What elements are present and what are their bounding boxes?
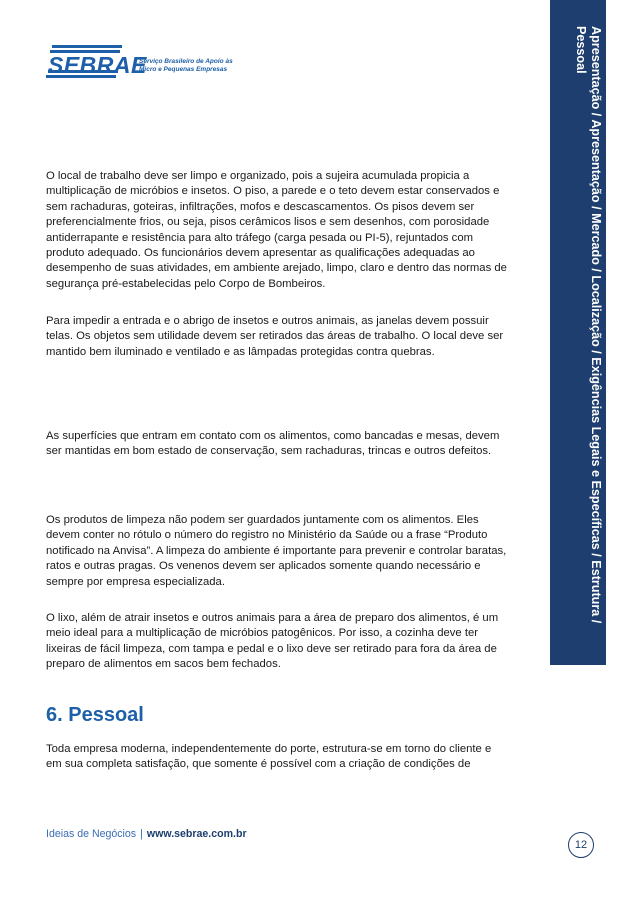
footer-separator: | (140, 828, 143, 840)
body-paragraph-5: O lixo, além de atrair insetos e outros animais para a área de preparo dos alimentos, é um meio ideal para a multiplicação de micróbios patogênicos. Por isso, a cozinha deve ter lixeiras de fácil limpeza, com tampa e pedal e o lixo deve ser retirado para fora da área de preparo de alimentos em sacos bem fechados. (46, 612, 499, 671)
logo-tagline (139, 58, 233, 74)
body-paragraph-4: Os produtos de limpeza não podem ser guardados juntamente com os alimentos. Eles devem conter no rótulo o número do registro no Ministério da Saúde ou a frase “Produto notificado na Anvisa”. A limpeza do ambiente é importante para prevenir e controlar baratas, ratos e outras pragas. Os venenos devem ser aplicados somente quando necessário e sempre por empresa especializada. (46, 514, 507, 588)
body-paragraph-1: O local de trabalho deve ser limpo e organizado, pois a sujeira acumulada propicia a multiplicação de micróbios e insetos. O piso, a parede e o teto devem estar conservados e sem rachaduras, goteiras, infiltrações, mofos e descascamentos. Os pisos devem ser preferencialmente frios, ou seja, pisos cerâmicos lisos e sem desenhos, com porosidade antiderrapante e resistência para alto tráfego (carga pesada ou PI-5), rejuntados com produto adequado. Os funcionários devem apresentar as qualificações adequadas ao desempenho de suas atividades, em ambiente arejado, limpo, claro e dentro das normas de segurança pré-estabelecidas pelo Corpo de Bombeiros. (46, 170, 507, 290)
footer-url-link[interactable]: www.sebrae.com.br (146, 828, 247, 840)
page-number: 12 (568, 832, 594, 858)
footer (46, 828, 247, 840)
sidebar-breadcrumb: Apresentação / Apresentação / Mercado / Localização / Exigências Legais e Específicas / Estrutura / Pessoal (574, 26, 603, 624)
logo-tagline-line-2: Micro e Pequenas Empresas (139, 66, 228, 73)
section-title: 6. Pessoal (46, 704, 144, 726)
footer-label: Ideias de Negócios (46, 828, 137, 840)
body-paragraph-3: As superfícies que entram em contato com os alimentos, como bancadas e mesas, devem ser mantidas em bom estado de conservação, sem rachaduras, trincas e outros defeitos. (46, 430, 500, 458)
sebrae-logo (46, 44, 246, 80)
body-paragraph-2: Para impedir a entrada e o abrigo de insetos e outros animais, as janelas devem possuir telas. Os objetos sem utilidade devem ser retirados das áreas de trabalho. O local deve ser mantido bem iluminado e ventilado e as lâmpadas protegidas contra quebras. (46, 315, 504, 358)
logo-tagline-line-1: Serviço Brasileiro de Apoio às (139, 58, 233, 65)
section-paragraph: Toda empresa moderna, independentemente do porte, estrutura-se em torno do cliente e em sua completa satisfação, que somente é possível com a criação de condições de (46, 743, 492, 771)
logo-wordmark: SEBRAE (48, 52, 147, 78)
